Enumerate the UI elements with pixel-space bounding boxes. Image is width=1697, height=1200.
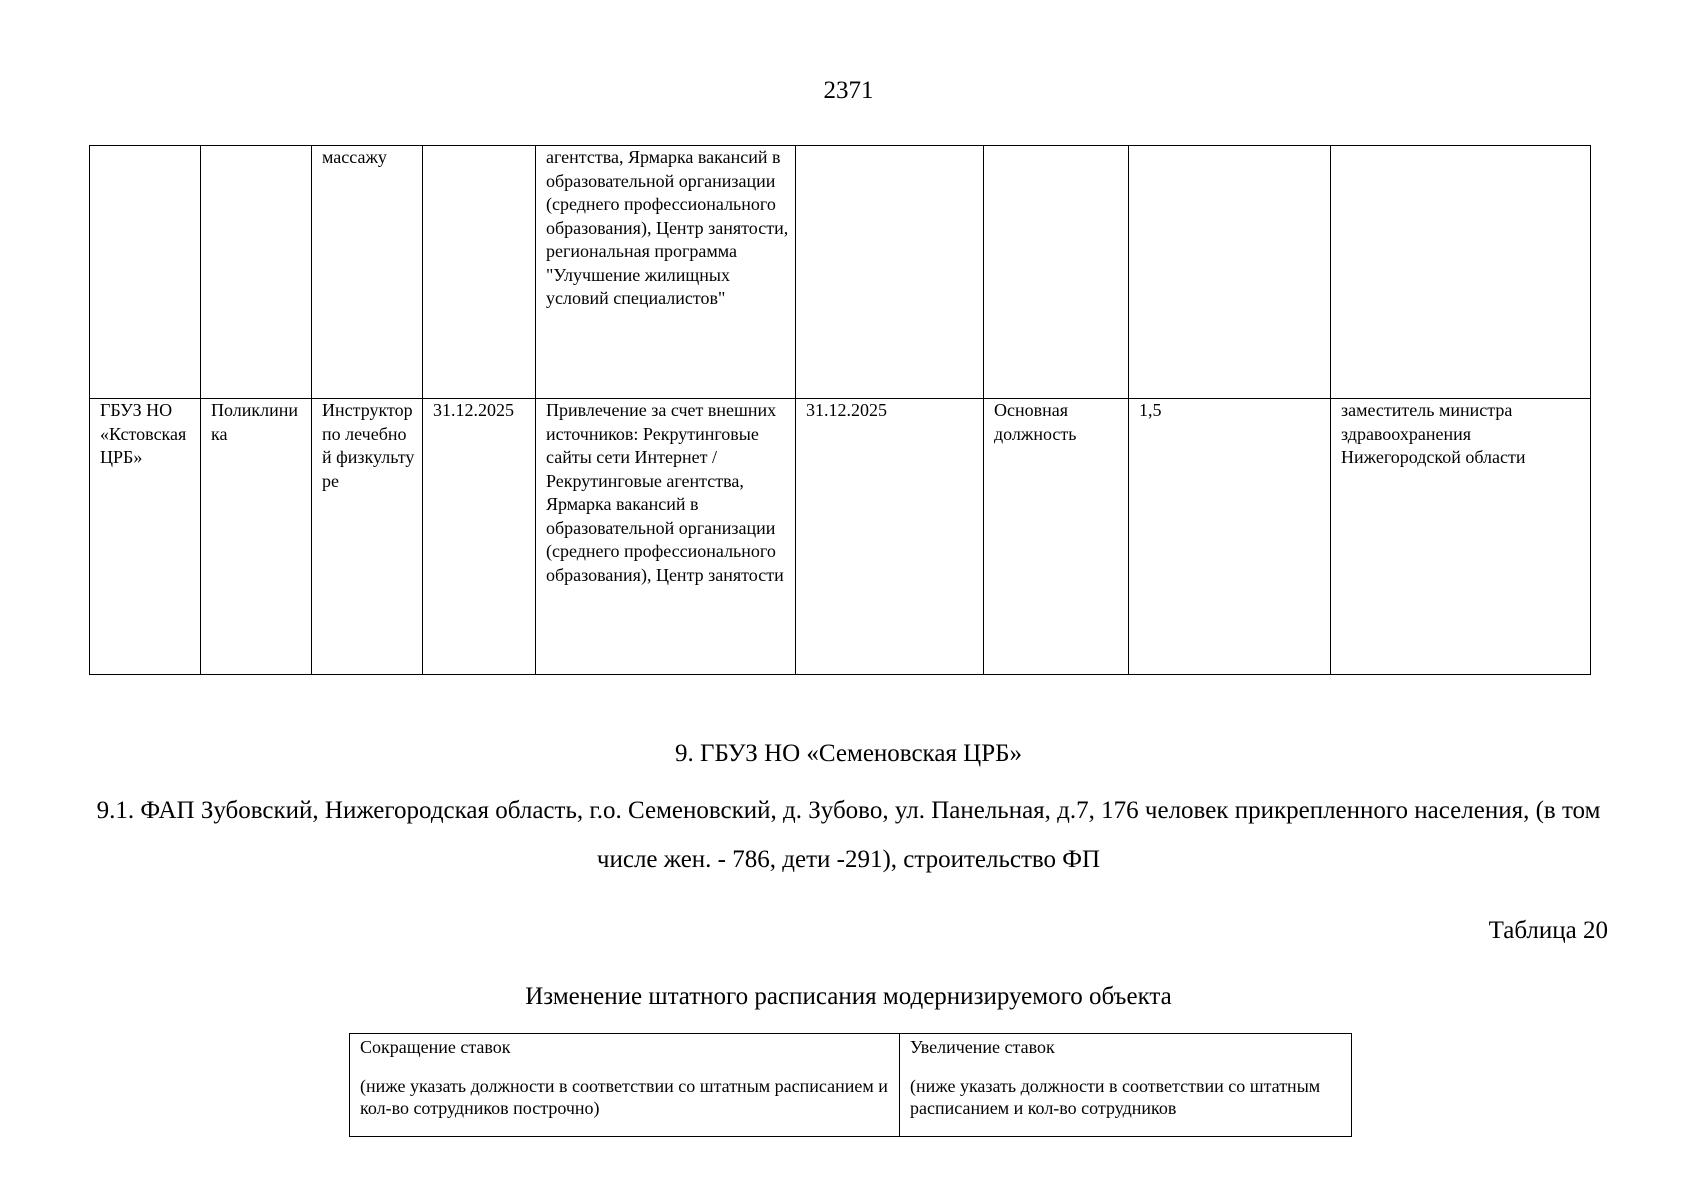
vacancy-table (89, 145, 1591, 675)
measures-text: агентства, Ярмарка вакансий в образовательной организации (среднего профессионального образования), Центр занятости, региональная программа "Улучшение жилищных условий специалистов" (546, 147, 789, 308)
measures-cell (536, 146, 796, 399)
responsible-text: заместитель министра здравоохранения Нижегородской области (1341, 400, 1526, 467)
page-number: 2371 (823, 77, 874, 104)
department-cell (201, 146, 312, 399)
measures-text: Привлечение за счет внешних источников: Рекрутинговые сайты сети Интернет / Рекрутинговые агентства, Ярмарка вакансий в образовательной организации (среднего профессионального образования), Центр занятости (546, 400, 784, 585)
table-row (90, 146, 1591, 399)
staff-change-table (349, 1033, 1352, 1137)
term-cell: 31.12.2025 (796, 399, 984, 675)
reduction-header: Сокращение ставок (360, 1037, 511, 1057)
type-text: Основная должность (994, 400, 1077, 444)
organization-cell (90, 146, 201, 399)
measures-cell (536, 399, 796, 675)
type-cell (984, 399, 1129, 675)
table-row (350, 1034, 1352, 1137)
position-cell: массажу (312, 146, 423, 399)
organization-cell: ГБУЗ НО «Кстовская ЦРБ» (90, 399, 201, 675)
responsible-cell (1331, 146, 1591, 399)
position-cell: Инструктор по лечебной физкультуре (312, 399, 423, 675)
reduction-cell (350, 1034, 900, 1137)
rate-cell: 1,5 (1129, 399, 1331, 675)
responsible-cell (1331, 399, 1591, 675)
term-cell (796, 146, 984, 399)
department-cell: Поликлиника (201, 399, 312, 675)
table-heading: Изменение штатного расписания модернизируемого объекта (525, 983, 1172, 1010)
reduction-note: (ниже указать должности в соответствии со штатным расписанием и кол-во сотрудников построчно) (360, 1076, 888, 1118)
subsection-title: 9.1. ФАП Зубовский, Нижегородская область, г.о. Семеновский, д. Зубово, ул. Панельная, д.7, 176 человек прикрепленного населения, (в том числе жен. - 786, дети -291), строительство ФП (96, 797, 1601, 873)
deadline-cell: 31.12.2025 (423, 399, 536, 675)
type-cell (984, 146, 1129, 399)
increase-header: Увеличение ставок (910, 1037, 1055, 1057)
rate-cell (1129, 146, 1331, 399)
increase-cell (900, 1034, 1352, 1137)
increase-note: (ниже указать должности в соответствии со штатным расписанием и кол-во сотрудников (910, 1076, 1321, 1118)
table-caption: Таблица 20 (1488, 917, 1608, 944)
section-title: 9. ГБУЗ НО «Семеновская ЦРБ» (675, 740, 1022, 767)
deadline-cell (423, 146, 536, 399)
table-row (90, 399, 1591, 675)
